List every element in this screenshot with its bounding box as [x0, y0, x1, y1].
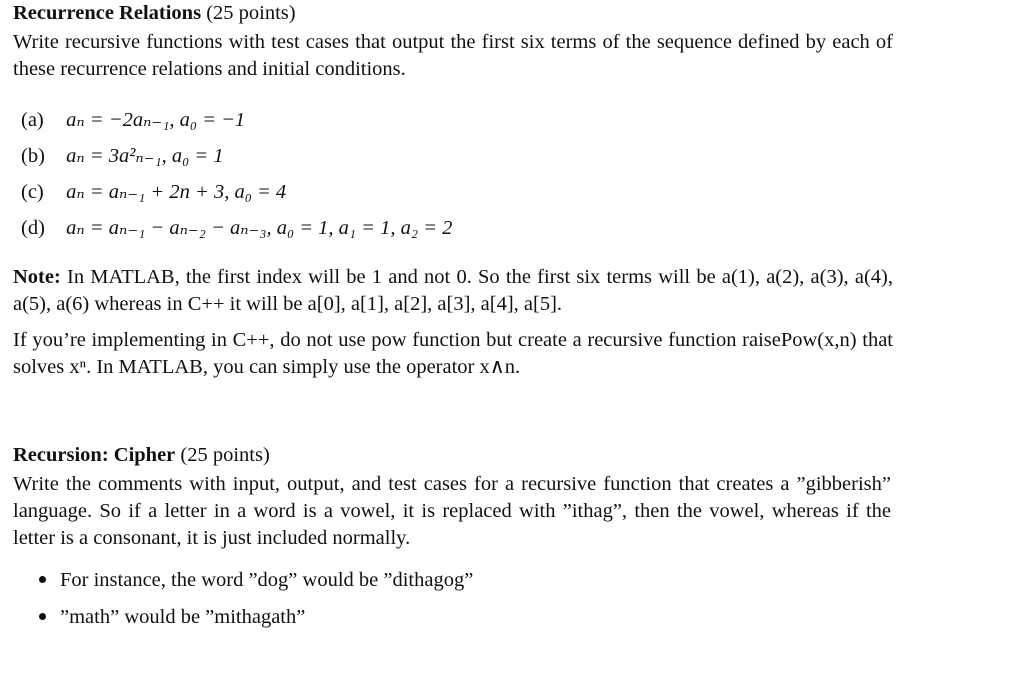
item-d-label: (d) [21, 217, 45, 239]
item-d [21, 215, 452, 240]
bullet-item [39, 606, 305, 629]
cpp-paragraph: If you’re implementing in C++, do not use pow function but create a recursive function raisePow(x,n) that solves xⁿ. In MATLAB, you can simply use the operator x∧n. [13, 329, 893, 378]
bullet-dot-icon [39, 576, 46, 583]
bullet-text: ”math” would be ”mithagath” [60, 606, 306, 628]
item-b-label: (b) [21, 145, 45, 167]
item-c-label: (c) [21, 181, 44, 203]
section1-intro: Write recursive functions with test cases that output the first six terms of the sequence defined by each of these recurrence relations and initial conditions. [13, 31, 893, 80]
item-c-expr: aₙ = aₙ₋₁ + 2n + 3, a₀ = 4 [66, 181, 287, 203]
section1-title: Recurrence Relations [13, 2, 202, 24]
section2-points: (25 points) [180, 444, 270, 466]
item-b [21, 143, 224, 168]
section2-intro: Write the comments with input, output, and test cases for a recursive function that creates a ”gibberish” language. So if a letter in a word is a vowel, it is replaced with ”ithag”, then the vowel, whereas if the letter is a consonant, it is just included normally. [13, 473, 891, 549]
bullet-dot-icon [39, 613, 46, 620]
item-c [21, 179, 286, 204]
item-a-expr: aₙ = −2aₙ₋₁, a₀ = −1 [66, 109, 246, 131]
section1-points: (25 points) [206, 2, 296, 24]
item-a-label: (a) [21, 109, 44, 131]
bullet-item [39, 569, 473, 592]
note-label: Note: [13, 266, 61, 288]
section1-heading [13, 2, 296, 25]
section2-heading [13, 444, 270, 467]
item-b-expr: aₙ = 3a²ₙ₋₁, a₀ = 1 [66, 145, 224, 167]
note-text: In MATLAB, the first index will be 1 and not 0. So the first six terms will be a(1), a(2), a(3), a(4), a(5), a(6) whereas in C++ it will be a[0], a[1], a[2], a[3], a[4], a[5]. [13, 266, 894, 315]
item-d-expr: aₙ = aₙ₋₁ − aₙ₋₂ − aₙ₋₃, a₀ = 1, a₁ = 1, a₂ = 2 [66, 217, 453, 239]
section2-title: Recursion: Cipher [13, 444, 176, 466]
item-a [21, 107, 245, 132]
bullet-text: For instance, the word ”dog” would be ”dithagog” [60, 569, 474, 591]
note-paragraph [13, 264, 893, 318]
